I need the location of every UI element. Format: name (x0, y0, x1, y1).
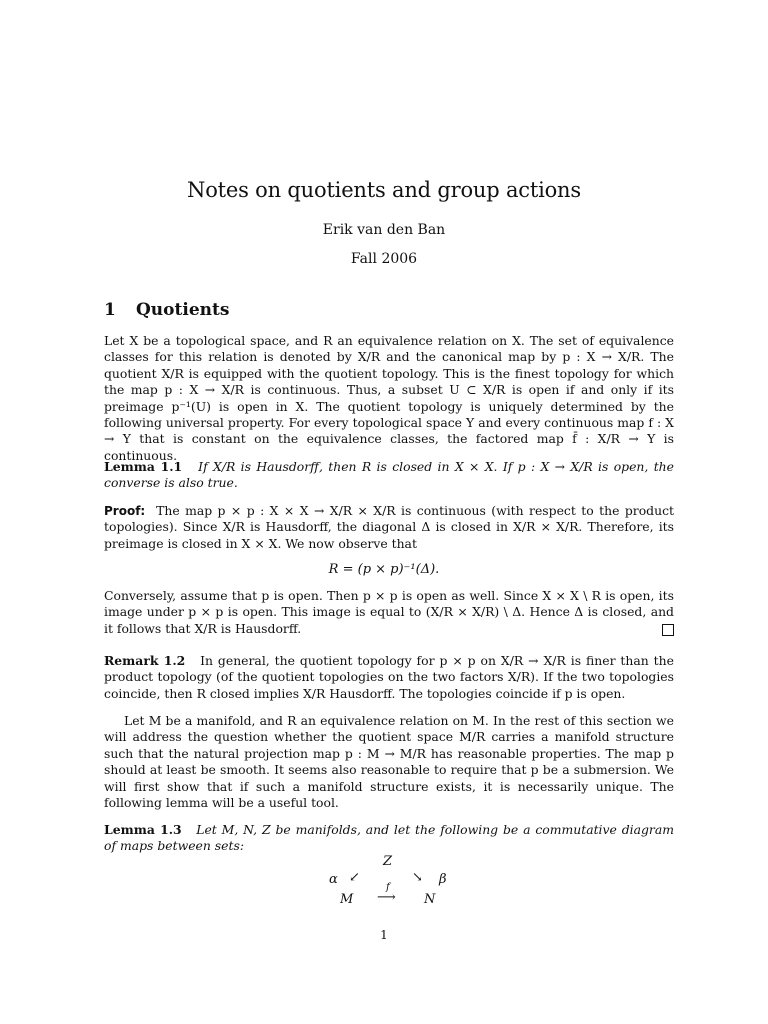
intro-paragraph: Let X be a topological space, and R an equivalence relation on X. The set of equivalence classes for this relation is denoted by X/R and the canonical map by p : X → X/R. The quotient X/R is equipped with the quotient topology. This is the finest topology for which the map p : X → X/R is continuous. Thus, a subset U ⊂ X/R is open if and only if its preimage p⁻¹(U) is open in X. The quotient topology is uniquely determined by the following universal property. For every topological space Y and every continuous map f : X → Y that is constant on the equivalence classes, the factored map f̄ : X/R → Y is continuous. (104, 333, 674, 463)
proof-paragraph (104, 503, 674, 552)
lemma-1-3-statement: Let M, N, Z be manifolds, and let the following be a commutative diagram of maps between sets: (104, 822, 674, 854)
lemma-1-1 (104, 459, 674, 492)
diagram-node-z: Z (383, 854, 393, 869)
lemma-1-3-label: Lemma 1.3 (104, 822, 182, 837)
qed-square-icon (662, 624, 674, 636)
proof-converse-text: Conversely, assume that p is open. Then p × p is open as well. Since X × X \ R is open, its image under p × p is open. This image is equal to (X/R × X/R) \ Δ. Hence Δ is closed, and it follows that X/R is Hausdorff. (104, 588, 674, 636)
section-title: Quotients (136, 300, 230, 320)
proof-text: The map p × p : X × X → X/R × X/R is continuous (with respect to the product topologies). Since X/R is Hausdorff, the diagonal Δ is closed in X/R × X/R. Therefore, its preimage is closed in X × X. We now observe that (104, 503, 674, 551)
diagram-arrow-down-right-icon: ↘ (412, 870, 423, 885)
proof-equation: R = (p × p)⁻¹(Δ). (328, 562, 440, 577)
diagram-map-label: f (386, 882, 390, 893)
manifold-paragraph (104, 713, 674, 811)
diagram-node-n: N (424, 892, 436, 907)
lemma-1-1-statement: If X/R is Hausdorff, then R is closed in X × X. If p : X → X/R is open, the converse is also true. (104, 459, 674, 491)
section-number: 1 (104, 300, 116, 320)
diagram-arrow-down-left-icon: ↙ (349, 870, 360, 885)
diagram-label-beta: β (439, 872, 447, 887)
manifold-paragraph-text: Let M be a manifold, and R an equivalence relation on M. In the rest of this section we will address the question whether the quotient space M/R carries a manifold structure such that the natural projection map p : M → M/R has reasonable properties. The map p should at least be smooth. It seems also reasonable to require that p be a submersion. We will first show that if such a manifold structure exists, it is necessarily unique. The following lemma will be a useful tool. (104, 713, 674, 811)
diagram-node-m: M (340, 892, 354, 907)
document-title: Notes on quotients and group actions (187, 178, 581, 202)
lemma-1-1-label: Lemma 1.1 (104, 459, 183, 474)
diagram-arrow-right-icon: ⟶ (377, 890, 396, 905)
remark-1-2-text: In general, the quotient topology for p × p on X/R → X/R is finer than the product topology (of the quotient topologies on the two factors X/R). If the two topologies coincide, then R closed implies X/R Hausdorff. The topologies coincide if p is open. (104, 653, 674, 701)
lemma-1-3 (104, 822, 674, 855)
proof-converse (104, 588, 674, 637)
proof-label: Proof: (104, 504, 146, 518)
diagram-label-alpha: α (329, 872, 338, 887)
document-date: Fall 2006 (350, 251, 418, 267)
section-heading (104, 300, 229, 320)
remark-1-2 (104, 653, 674, 702)
author-name: Erik van den Ban (322, 222, 446, 238)
remark-1-2-label: Remark 1.2 (104, 653, 186, 668)
page-number: 1 (380, 928, 388, 942)
